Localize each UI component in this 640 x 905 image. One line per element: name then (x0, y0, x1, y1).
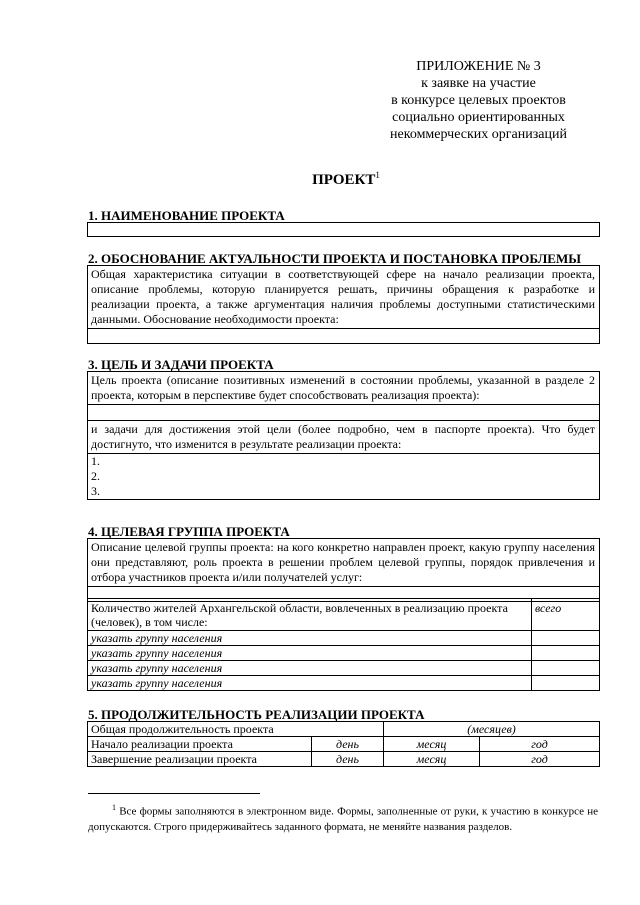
population-group-label: указать группу населения (88, 646, 532, 661)
section-2-field[interactable] (88, 329, 599, 343)
section-1-title: 1. НАИМЕНОВАНИЕ ПРОЕКТА (88, 208, 285, 223)
goal-description: Цель проекта (описание позитивных изменений в состоянии проблемы, указанной в разделе 2 проекта, которым в перспективе будет способствовать реализация проекта): (88, 372, 599, 405)
tasks-description: и задачи для достижения этой цели (более подробно, чем в паспорте проекта). Что будет достигнуто, что изменится в результате реализации проекта: (88, 421, 599, 454)
footnote-mark: 1 (112, 803, 116, 812)
appendix-line: к заявке на участие (421, 76, 536, 91)
section-2-description: Общая характеристика ситуации в соответствующей сфере на начало реализации проекта, описание проблемы, которую планируется решать, причины обращения к разработке и реализации проекта, а также аргументация наличия проблемы доступными статистическими данными. Обоснование необходимости проекта: (88, 266, 599, 329)
start-day-cell[interactable]: день (312, 737, 384, 752)
task-item: 1. (91, 454, 100, 468)
population-group-value[interactable] (532, 661, 600, 676)
task-item: 3. (91, 484, 100, 498)
end-day-cell[interactable]: день (312, 752, 384, 767)
document-title (0, 170, 640, 189)
participants-table (87, 598, 600, 691)
duration-label: Общая продолжительность проекта (88, 722, 384, 737)
appendix-line: социально ориентированных (392, 110, 565, 125)
appendix-line: некоммерческих организаций (390, 127, 567, 142)
section-2-box (87, 265, 600, 344)
section-5-title: 5. ПРОДОЛЖИТЕЛЬНОСТЬ РЕАЛИЗАЦИИ ПРОЕКТА (88, 707, 425, 722)
appendix-line: в конкурсе целевых проектов (391, 93, 566, 108)
start-year-cell[interactable]: год (480, 737, 600, 752)
appendix-line: ПРИЛОЖЕНИЕ № 3 (416, 59, 541, 74)
table-row (88, 722, 600, 737)
participants-count-label: Количество жителей Архангельской области, вовлеченных в реализацию проекта (человек), в том числе: (88, 599, 532, 631)
table-row (88, 737, 600, 752)
tasks-field[interactable] (88, 454, 599, 499)
appendix-header (360, 58, 597, 143)
duration-table (87, 721, 600, 767)
task-item: 2. (91, 469, 100, 483)
table-row (88, 599, 600, 631)
table-row (88, 676, 600, 691)
duration-months-cell[interactable]: (месяцев) (384, 722, 600, 737)
footnote-ref: 1 (375, 170, 380, 180)
title-text: ПРОЕКТ (312, 172, 376, 188)
section-2-title: 2. ОБОСНОВАНИЕ АКТУАЛЬНОСТИ ПРОЕКТА И ПОСТАНОВКА ПРОБЛЕМЫ (88, 251, 582, 266)
section-3-box (87, 371, 600, 500)
footnote (88, 800, 598, 835)
population-group-value[interactable] (532, 646, 600, 661)
section-1-field[interactable] (87, 222, 600, 237)
population-group-label: указать группу населения (88, 631, 532, 646)
table-row (88, 646, 600, 661)
end-year-cell[interactable]: год (480, 752, 600, 767)
table-row (88, 661, 600, 676)
section-4-title: 4. ЦЕЛЕВАЯ ГРУППА ПРОЕКТА (88, 524, 290, 539)
end-month-cell[interactable]: месяц (384, 752, 480, 767)
start-label: Начало реализации проекта (88, 737, 312, 752)
section-4-box (87, 538, 600, 602)
start-month-cell[interactable]: месяц (384, 737, 480, 752)
population-group-label: указать группу населения (88, 661, 532, 676)
goal-field[interactable] (88, 405, 599, 421)
participants-total-cell[interactable]: всего (532, 599, 600, 631)
population-group-value[interactable] (532, 676, 600, 691)
section-3-title: 3. ЦЕЛЬ И ЗАДАЧИ ПРОЕКТА (88, 357, 274, 372)
target-group-description: Описание целевой группы проекта: на кого конкретно направлен проект, какую группу населения они представляют, роль проекта в решении проблем целевой группы, порядок привлечения и отбора участников проекта и/или получателей услуг: (88, 539, 599, 587)
population-group-label: указать группу населения (88, 676, 532, 691)
table-row (88, 752, 600, 767)
population-group-value[interactable] (532, 631, 600, 646)
end-label: Завершение реализации проекта (88, 752, 312, 767)
table-row (88, 631, 600, 646)
footnote-divider (88, 793, 260, 794)
footnote-text: Все формы заполняются в электронном виде. Формы, заполненные от руки, к участию в конкурсе не допускаются. Строго придерживайтесь заданного формата, не меняйте названия разделов. (88, 805, 599, 833)
